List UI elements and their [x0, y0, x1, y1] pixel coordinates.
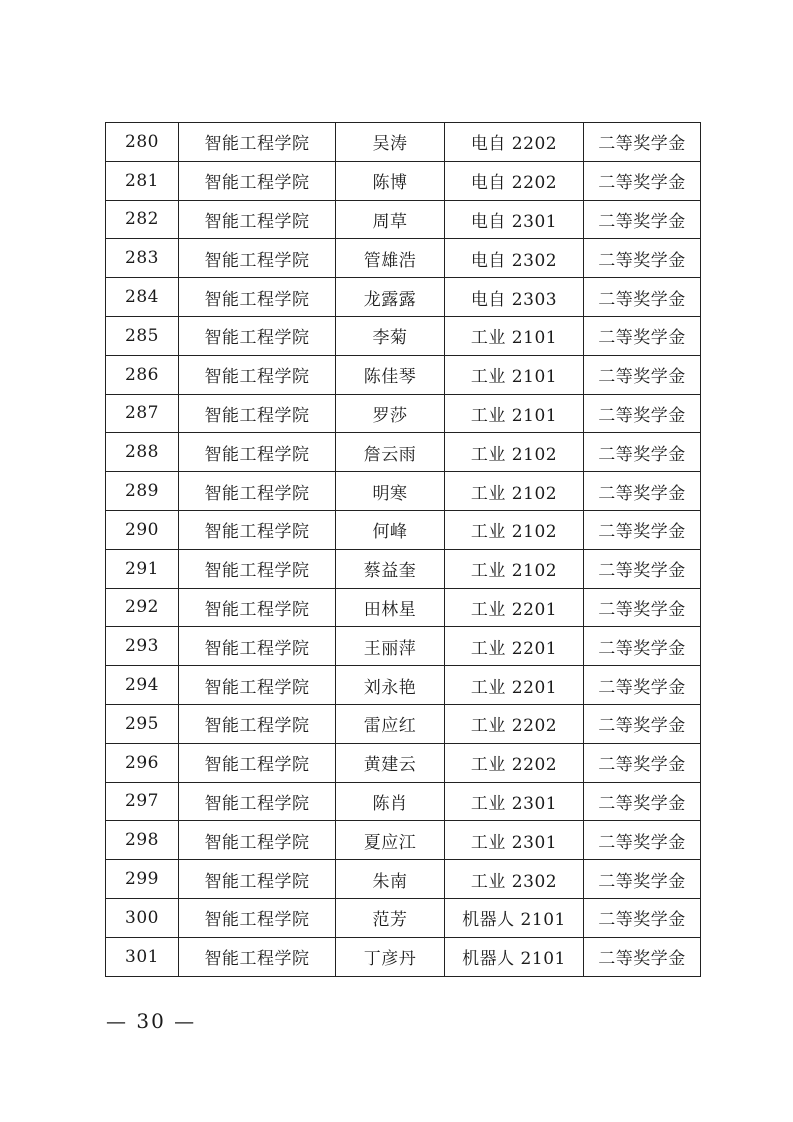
college-name-cell: 智能工程学院 [179, 355, 336, 394]
scholarship-table [105, 122, 701, 977]
student-name-cell: 蔡益奎 [336, 549, 445, 588]
table-row [106, 743, 701, 782]
class-name-cell: 电自 2302 [445, 239, 584, 278]
class-name-cell: 电自 2202 [445, 123, 584, 162]
student-name-cell: 雷应红 [336, 704, 445, 743]
page-number: — 30 — [106, 1009, 197, 1033]
award-level-cell: 二等奖学金 [584, 588, 701, 627]
student-name-cell: 王丽萍 [336, 627, 445, 666]
award-level-cell: 二等奖学金 [584, 666, 701, 705]
college-name-cell: 智能工程学院 [179, 743, 336, 782]
award-level-cell: 二等奖学金 [584, 898, 701, 937]
table-row [106, 627, 701, 666]
college-name-cell: 智能工程学院 [179, 627, 336, 666]
college-name-cell: 智能工程学院 [179, 394, 336, 433]
award-level-cell: 二等奖学金 [584, 743, 701, 782]
award-level-cell: 二等奖学金 [584, 161, 701, 200]
class-name-cell: 电自 2301 [445, 200, 584, 239]
student-name-cell: 李菊 [336, 316, 445, 355]
row-number-cell: 296 [106, 743, 179, 782]
row-number-cell: 285 [106, 316, 179, 355]
class-name-cell: 工业 2101 [445, 355, 584, 394]
college-name-cell: 智能工程学院 [179, 666, 336, 705]
row-number-cell: 291 [106, 549, 179, 588]
award-level-cell: 二等奖学金 [584, 704, 701, 743]
award-level-cell: 二等奖学金 [584, 627, 701, 666]
table-row [106, 782, 701, 821]
award-level-cell: 二等奖学金 [584, 433, 701, 472]
row-number-cell: 300 [106, 898, 179, 937]
row-number-cell: 301 [106, 937, 179, 976]
college-name-cell: 智能工程学院 [179, 898, 336, 937]
award-level-cell: 二等奖学金 [584, 472, 701, 511]
class-name-cell: 工业 2301 [445, 782, 584, 821]
row-number-cell: 293 [106, 627, 179, 666]
student-name-cell: 田林星 [336, 588, 445, 627]
award-level-cell: 二等奖学金 [584, 937, 701, 976]
student-name-cell: 朱南 [336, 860, 445, 899]
class-name-cell: 工业 2202 [445, 704, 584, 743]
student-name-cell: 吴涛 [336, 123, 445, 162]
college-name-cell: 智能工程学院 [179, 704, 336, 743]
student-name-cell: 罗莎 [336, 394, 445, 433]
class-name-cell: 工业 2102 [445, 510, 584, 549]
class-name-cell: 工业 2102 [445, 549, 584, 588]
award-level-cell: 二等奖学金 [584, 860, 701, 899]
class-name-cell: 工业 2101 [445, 394, 584, 433]
row-number-cell: 288 [106, 433, 179, 472]
row-number-cell: 290 [106, 510, 179, 549]
student-name-cell: 明寒 [336, 472, 445, 511]
award-level-cell: 二等奖学金 [584, 316, 701, 355]
student-name-cell: 周草 [336, 200, 445, 239]
college-name-cell: 智能工程学院 [179, 860, 336, 899]
award-level-cell: 二等奖学金 [584, 278, 701, 317]
table-body [106, 123, 701, 977]
award-level-cell: 二等奖学金 [584, 394, 701, 433]
row-number-cell: 286 [106, 355, 179, 394]
college-name-cell: 智能工程学院 [179, 239, 336, 278]
table-row [106, 937, 701, 976]
student-name-cell: 龙露露 [336, 278, 445, 317]
award-level-cell: 二等奖学金 [584, 239, 701, 278]
table-row [106, 588, 701, 627]
college-name-cell: 智能工程学院 [179, 278, 336, 317]
college-name-cell: 智能工程学院 [179, 937, 336, 976]
college-name-cell: 智能工程学院 [179, 821, 336, 860]
award-level-cell: 二等奖学金 [584, 200, 701, 239]
row-number-cell: 282 [106, 200, 179, 239]
class-name-cell: 工业 2201 [445, 666, 584, 705]
class-name-cell: 电自 2303 [445, 278, 584, 317]
row-number-cell: 297 [106, 782, 179, 821]
row-number-cell: 287 [106, 394, 179, 433]
college-name-cell: 智能工程学院 [179, 588, 336, 627]
student-name-cell: 何峰 [336, 510, 445, 549]
award-level-cell: 二等奖学金 [584, 123, 701, 162]
college-name-cell: 智能工程学院 [179, 123, 336, 162]
table-row [106, 860, 701, 899]
college-name-cell: 智能工程学院 [179, 161, 336, 200]
student-name-cell: 范芳 [336, 898, 445, 937]
student-name-cell: 刘永艳 [336, 666, 445, 705]
student-name-cell: 陈博 [336, 161, 445, 200]
class-name-cell: 机器人 2101 [445, 898, 584, 937]
row-number-cell: 294 [106, 666, 179, 705]
table-row [106, 704, 701, 743]
award-level-cell: 二等奖学金 [584, 510, 701, 549]
table-row [106, 239, 701, 278]
table-row [106, 200, 701, 239]
college-name-cell: 智能工程学院 [179, 472, 336, 511]
table-row [106, 316, 701, 355]
award-level-cell: 二等奖学金 [584, 355, 701, 394]
class-name-cell: 工业 2302 [445, 860, 584, 899]
row-number-cell: 299 [106, 860, 179, 899]
table-row [106, 510, 701, 549]
row-number-cell: 292 [106, 588, 179, 627]
class-name-cell: 电自 2202 [445, 161, 584, 200]
student-name-cell: 丁彦丹 [336, 937, 445, 976]
student-name-cell: 管雄浩 [336, 239, 445, 278]
table-row [106, 666, 701, 705]
table-row [106, 355, 701, 394]
table-row [106, 472, 701, 511]
class-name-cell: 工业 2202 [445, 743, 584, 782]
table-row [106, 433, 701, 472]
class-name-cell: 工业 2201 [445, 627, 584, 666]
row-number-cell: 281 [106, 161, 179, 200]
college-name-cell: 智能工程学院 [179, 510, 336, 549]
college-name-cell: 智能工程学院 [179, 316, 336, 355]
table-row [106, 278, 701, 317]
college-name-cell: 智能工程学院 [179, 433, 336, 472]
table-row [106, 898, 701, 937]
row-number-cell: 295 [106, 704, 179, 743]
class-name-cell: 工业 2102 [445, 472, 584, 511]
college-name-cell: 智能工程学院 [179, 549, 336, 588]
college-name-cell: 智能工程学院 [179, 200, 336, 239]
college-name-cell: 智能工程学院 [179, 782, 336, 821]
class-name-cell: 工业 2101 [445, 316, 584, 355]
class-name-cell: 工业 2201 [445, 588, 584, 627]
table-row [106, 123, 701, 162]
class-name-cell: 工业 2301 [445, 821, 584, 860]
award-level-cell: 二等奖学金 [584, 821, 701, 860]
table-row [106, 394, 701, 433]
class-name-cell: 工业 2102 [445, 433, 584, 472]
student-name-cell: 陈佳琴 [336, 355, 445, 394]
row-number-cell: 283 [106, 239, 179, 278]
table-row [106, 549, 701, 588]
student-name-cell: 夏应江 [336, 821, 445, 860]
award-level-cell: 二等奖学金 [584, 782, 701, 821]
student-name-cell: 陈肖 [336, 782, 445, 821]
class-name-cell: 机器人 2101 [445, 937, 584, 976]
table-row [106, 161, 701, 200]
row-number-cell: 280 [106, 123, 179, 162]
row-number-cell: 298 [106, 821, 179, 860]
student-name-cell: 黄建云 [336, 743, 445, 782]
row-number-cell: 289 [106, 472, 179, 511]
award-level-cell: 二等奖学金 [584, 549, 701, 588]
row-number-cell: 284 [106, 278, 179, 317]
student-name-cell: 詹云雨 [336, 433, 445, 472]
table-row [106, 821, 701, 860]
